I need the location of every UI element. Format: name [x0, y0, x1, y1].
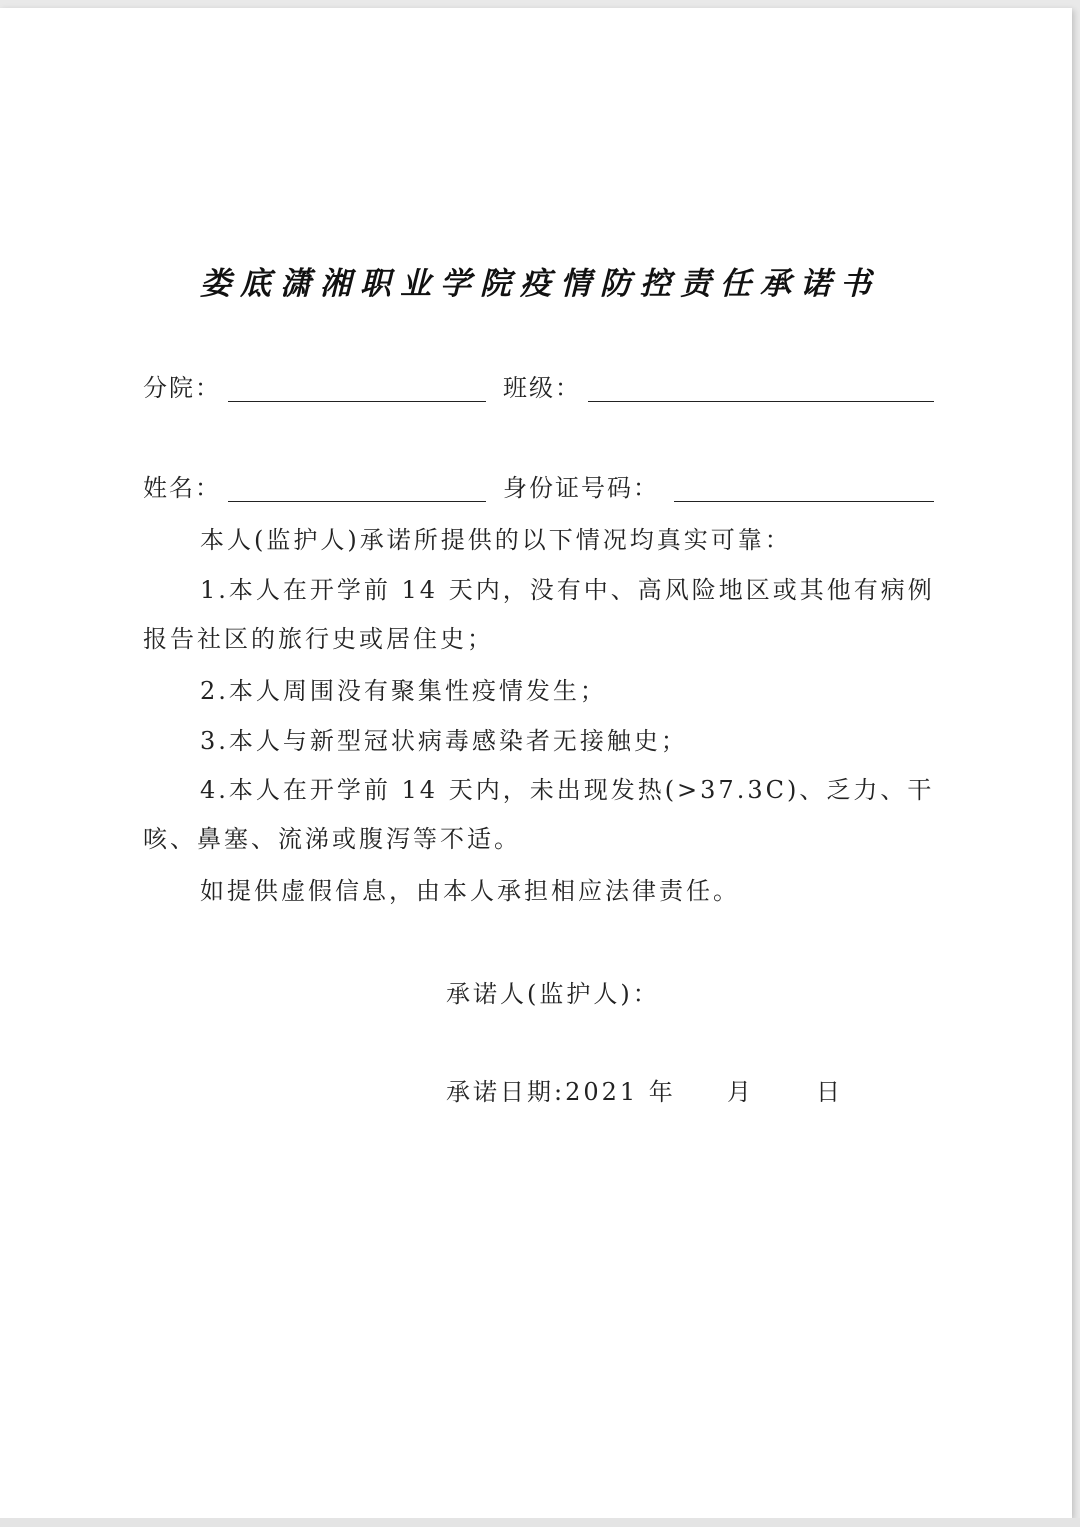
- commitment-item-4: 4.本人在开学前 14 天内，未出现发热(>37.3C)、乏力、干咳、鼻塞、流涕或腹泻等不适。: [143, 776, 935, 853]
- document-page: [0, 8, 1072, 1518]
- class-field[interactable]: [588, 401, 934, 402]
- date-label: 承诺日期:2021 年: [446, 1078, 676, 1106]
- month-label: 月: [727, 1078, 754, 1106]
- commitment-item-1: 1.本人在开学前 14 天内，没有中、高风险地区或其他有病例报告社区的旅行史或居住史；: [143, 576, 935, 653]
- signer-label: 承诺人(监护人)：: [446, 980, 660, 1008]
- document-title: 娄底潇湘职业学院疫情防控责任承诺书: [200, 266, 880, 302]
- name-label: 姓名：: [143, 474, 221, 502]
- id-number-label: 身份证号码：: [503, 474, 659, 502]
- bottom-edge: [0, 1518, 1080, 1527]
- day-label: 日: [816, 1078, 843, 1106]
- name-id-row: [143, 468, 938, 508]
- commitment-item-2: 2.本人周围没有聚集性疫情发生；: [200, 677, 607, 705]
- department-field[interactable]: [228, 401, 486, 402]
- name-field[interactable]: [228, 501, 486, 502]
- intro-paragraph: 本人(监护人)承诺所提供的以下情况均真实可靠：: [200, 526, 792, 554]
- id-number-field[interactable]: [674, 501, 934, 502]
- commitment-item-3: 3.本人与新型冠状病毒感染者无接触史；: [200, 727, 688, 755]
- closing-statement: 如提供虚假信息，由本人承担相应法律责任。: [200, 877, 740, 905]
- department-class-row: [143, 368, 938, 408]
- class-label: 班级：: [503, 374, 581, 402]
- department-label: 分院：: [143, 374, 221, 402]
